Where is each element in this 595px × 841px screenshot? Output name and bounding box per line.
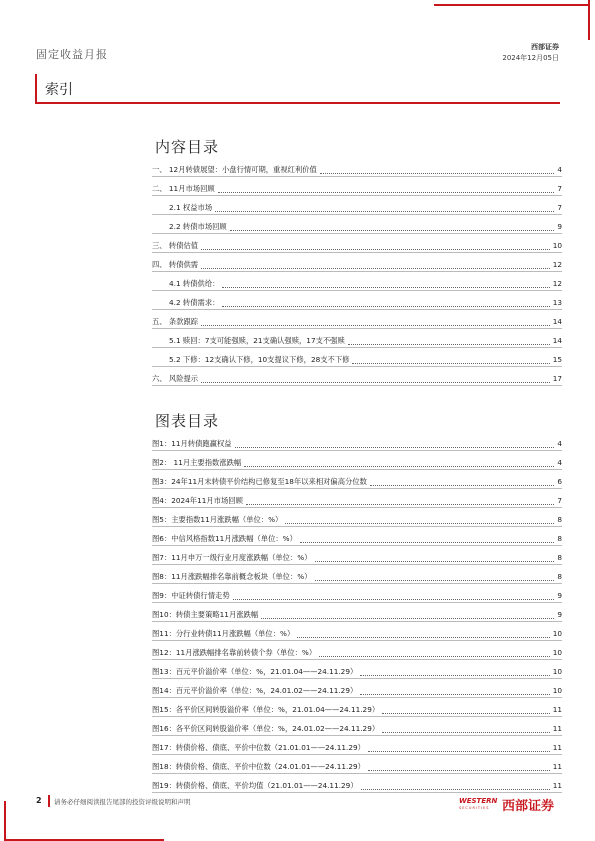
figures-item-page: 4 [554,458,562,467]
row-divider [152,176,562,177]
figures-item[interactable] [152,472,562,491]
figures-item-page: 9 [554,591,562,600]
figures-list [152,434,562,795]
figures-item[interactable] [152,510,562,529]
figures-item[interactable] [152,529,562,548]
leader-dots [382,731,550,733]
row-divider [152,214,562,215]
figures-item[interactable] [152,700,562,719]
figures-item-page: 8 [554,534,562,543]
leader-dots [348,343,550,345]
contents-item-page: 17 [550,374,562,383]
contents-item-page: 15 [550,355,562,364]
leader-dots [233,598,555,600]
section-title-bar [35,74,560,104]
contents-item[interactable] [152,331,562,350]
figures-item-label: 图5：主要指数11月涨跌幅（单位：%） [152,515,285,525]
leader-dots [201,248,550,250]
figures-item-page: 11 [550,762,562,771]
contents-item-page: 13 [550,298,562,307]
figures-item-label: 图16：各平价区间转股溢价率（单位：%，24.01.02——24.11.29） [152,724,382,734]
contents-item-page: 14 [550,317,562,326]
leader-dots [222,305,549,307]
leader-dots [201,267,550,269]
leader-dots [382,712,550,714]
leader-dots [222,286,549,288]
figures-item[interactable] [152,453,562,472]
figures-item[interactable] [152,757,562,776]
contents-item-label: 五、 条款跟踪 [152,317,201,327]
leader-dots [360,693,549,695]
figures-item-label: 图17：转债价格、债底、平价中位数（21.01.01——24.11.29） [152,743,368,753]
figures-item-page: 11 [550,724,562,733]
contents-item-label: 2.1 权益市场 [152,203,215,213]
contents-item-label: 5.2 下修：12支确认下修，10支提议下修，28支不下修 [152,355,352,365]
page-number: 2 [36,796,42,805]
figures-item-page: 10 [550,629,562,638]
figures-item-page: 11 [550,743,562,752]
row-divider [152,659,562,660]
company-logo [459,795,559,813]
figures-item-page: 11 [550,705,562,714]
contents-item[interactable] [152,255,562,274]
figures-heading: 图表目录 [155,412,220,430]
contents-item[interactable] [152,293,562,312]
contents-list [152,160,562,388]
row-divider [152,716,562,717]
contents-item-label: 5.1 赎回：7支可能强赎，21支确认强赎，17支不强赎 [152,336,348,346]
contents-item[interactable] [152,236,562,255]
row-divider [152,564,562,565]
row-divider [152,526,562,527]
figures-item-page: 6 [554,477,562,486]
contents-item[interactable] [152,350,562,369]
contents-item[interactable] [152,312,562,331]
row-divider [152,385,562,386]
contents-item[interactable] [152,369,562,388]
leader-dots [319,655,550,657]
figures-item-page: 8 [554,553,562,562]
leader-dots [261,617,554,619]
contents-heading: 内容目录 [155,138,220,156]
leader-dots [368,769,550,771]
figures-item-page: 7 [554,496,562,505]
row-divider [152,450,562,451]
leader-dots [201,381,550,383]
contents-item[interactable] [152,274,562,293]
row-divider [152,347,562,348]
row-divider [152,309,562,310]
leader-dots [297,636,549,638]
figures-item-label: 图12：11月涨跌幅排名靠前转债个券（单位：%） [152,648,319,658]
report-type: 固定收益月报 [36,48,108,61]
contents-item[interactable] [152,198,562,217]
header-date: 2024年12月05日 [502,54,559,62]
leader-dots [368,750,550,752]
figures-item-page: 8 [554,515,562,524]
leader-dots [300,541,554,543]
leader-dots [235,446,555,448]
contents-item-page: 7 [554,184,562,193]
row-divider [152,366,562,367]
contents-item-label: 4.2 转债需求： [152,298,222,308]
row-divider [152,195,562,196]
contents-item-page: 14 [550,336,562,345]
row-divider [152,735,562,736]
figures-item-label: 图19：转债价格、债底、平价均值（21.01.01——24.11.29） [152,781,361,791]
row-divider [152,507,562,508]
figures-item-label: 图18：转债价格、债底、平价中位数（24.01.01——24.11.29） [152,762,368,772]
contents-item-label: 2.2 转债市场回顾 [152,222,230,232]
row-divider [152,271,562,272]
logo-zh: 西部证券 [502,799,555,814]
figures-item[interactable] [152,719,562,738]
figures-item-label: 图7：11月申万一级行业月度涨跌幅（单位：%） [152,553,315,563]
figures-item-label: 图8：11月涨跌幅排名靠前概念板块（单位：%） [152,572,315,582]
row-divider [152,488,562,489]
logo-en-sub: SECURITIES [459,806,490,810]
figures-item-label: 图9：中证转债行情走势 [152,591,233,601]
figures-item[interactable] [152,434,562,453]
figures-item-label: 图11：分行业转债11月涨跌幅（单位：%） [152,629,297,639]
leader-dots [201,324,550,326]
bottom-corner-decoration [0,801,6,841]
figures-item[interactable] [152,567,562,586]
section-title: 索引 [45,82,73,98]
figures-item-label: 图4：2024年11月市场回顾 [152,496,246,506]
row-divider [152,233,562,234]
figures-item[interactable] [152,681,562,700]
contents-item-label: 六、 风险提示 [152,374,201,384]
contents-item-page: 7 [554,203,562,212]
row-divider [152,545,562,546]
contents-item-label: 三、 转债估值 [152,241,201,251]
top-corner-decoration [434,0,595,6]
row-divider [152,640,562,641]
leader-dots [352,362,549,364]
figures-item-label: 图3：24年11月末转债平价结构已修复至18年以来相对偏高分位数 [152,477,370,487]
row-divider [152,697,562,698]
figures-item-page: 4 [554,439,562,448]
leader-dots [244,465,554,467]
leader-dots [285,522,554,524]
figures-item-label: 图14：百元平价溢价率（单位：%，24.01.02——24.11.29） [152,686,360,696]
contents-item-label: 4.1 转债供给： [152,279,222,289]
contents-item[interactable] [152,217,562,236]
figures-item-page: 10 [550,648,562,657]
logo-en: WESTERN [459,797,498,805]
figures-item-label: 图15：各平价区间转股溢价率（单位：%，21.01.04——24.11.29） [152,705,382,715]
contents-item-label: 一、 12月转债展望：小盘行情可期，重视红利价值 [152,165,320,175]
row-divider [152,678,562,679]
leader-dots [218,191,555,193]
figures-item[interactable] [152,548,562,567]
leader-dots [315,579,555,581]
row-divider [152,754,562,755]
row-divider [152,773,562,774]
figures-item[interactable] [152,605,562,624]
header-org: 西部证券 [531,43,559,51]
figures-item-label: 图10：转债主要策略11月涨跌幅 [152,610,261,620]
contents-item-page: 4 [554,165,562,174]
header-meta [502,42,559,64]
row-divider [152,290,562,291]
figures-item-page: 10 [550,667,562,676]
contents-item-label: 二、 11月市场回顾 [152,184,218,194]
contents-item-page: 10 [550,241,562,250]
figures-item-label: 图6：中信风格指数11月涨跌幅（单位：%） [152,534,300,544]
figures-item-page: 10 [550,686,562,695]
row-divider [152,602,562,603]
figures-item-page: 11 [550,781,562,790]
leader-dots [215,210,554,212]
leader-dots [320,172,555,174]
row-divider [152,583,562,584]
row-divider [152,328,562,329]
figures-item-label: 图1：11月转债跑赢权益 [152,439,235,449]
contents-item-label: 四、 转债供需 [152,260,201,270]
row-divider [152,469,562,470]
leader-dots [370,484,554,486]
figures-item[interactable] [152,662,562,681]
leader-dots [315,560,555,562]
footer-disclaimer: 请务必仔细阅读报告尾部的投资评级说明和声明 [54,798,191,806]
figures-item-page: 8 [554,572,562,581]
figures-item[interactable] [152,491,562,510]
row-divider [152,621,562,622]
contents-item-page: 12 [550,260,562,269]
leader-dots [230,229,555,231]
leader-dots [360,674,549,676]
leader-dots [246,503,554,505]
figures-item[interactable] [152,624,562,643]
figures-item[interactable] [152,738,562,757]
figures-item[interactable] [152,586,562,605]
contents-item-page: 12 [550,279,562,288]
figures-item-label: 图2： 11月主要指数涨跌幅 [152,458,244,468]
contents-item[interactable] [152,160,562,179]
figures-item-label: 图13：百元平价溢价率（单位：%，21.01.04——24.11.29） [152,667,360,677]
figures-item-page: 9 [554,610,562,619]
contents-item-page: 9 [554,222,562,231]
row-divider [152,252,562,253]
figures-item[interactable] [152,643,562,662]
contents-item[interactable] [152,179,562,198]
